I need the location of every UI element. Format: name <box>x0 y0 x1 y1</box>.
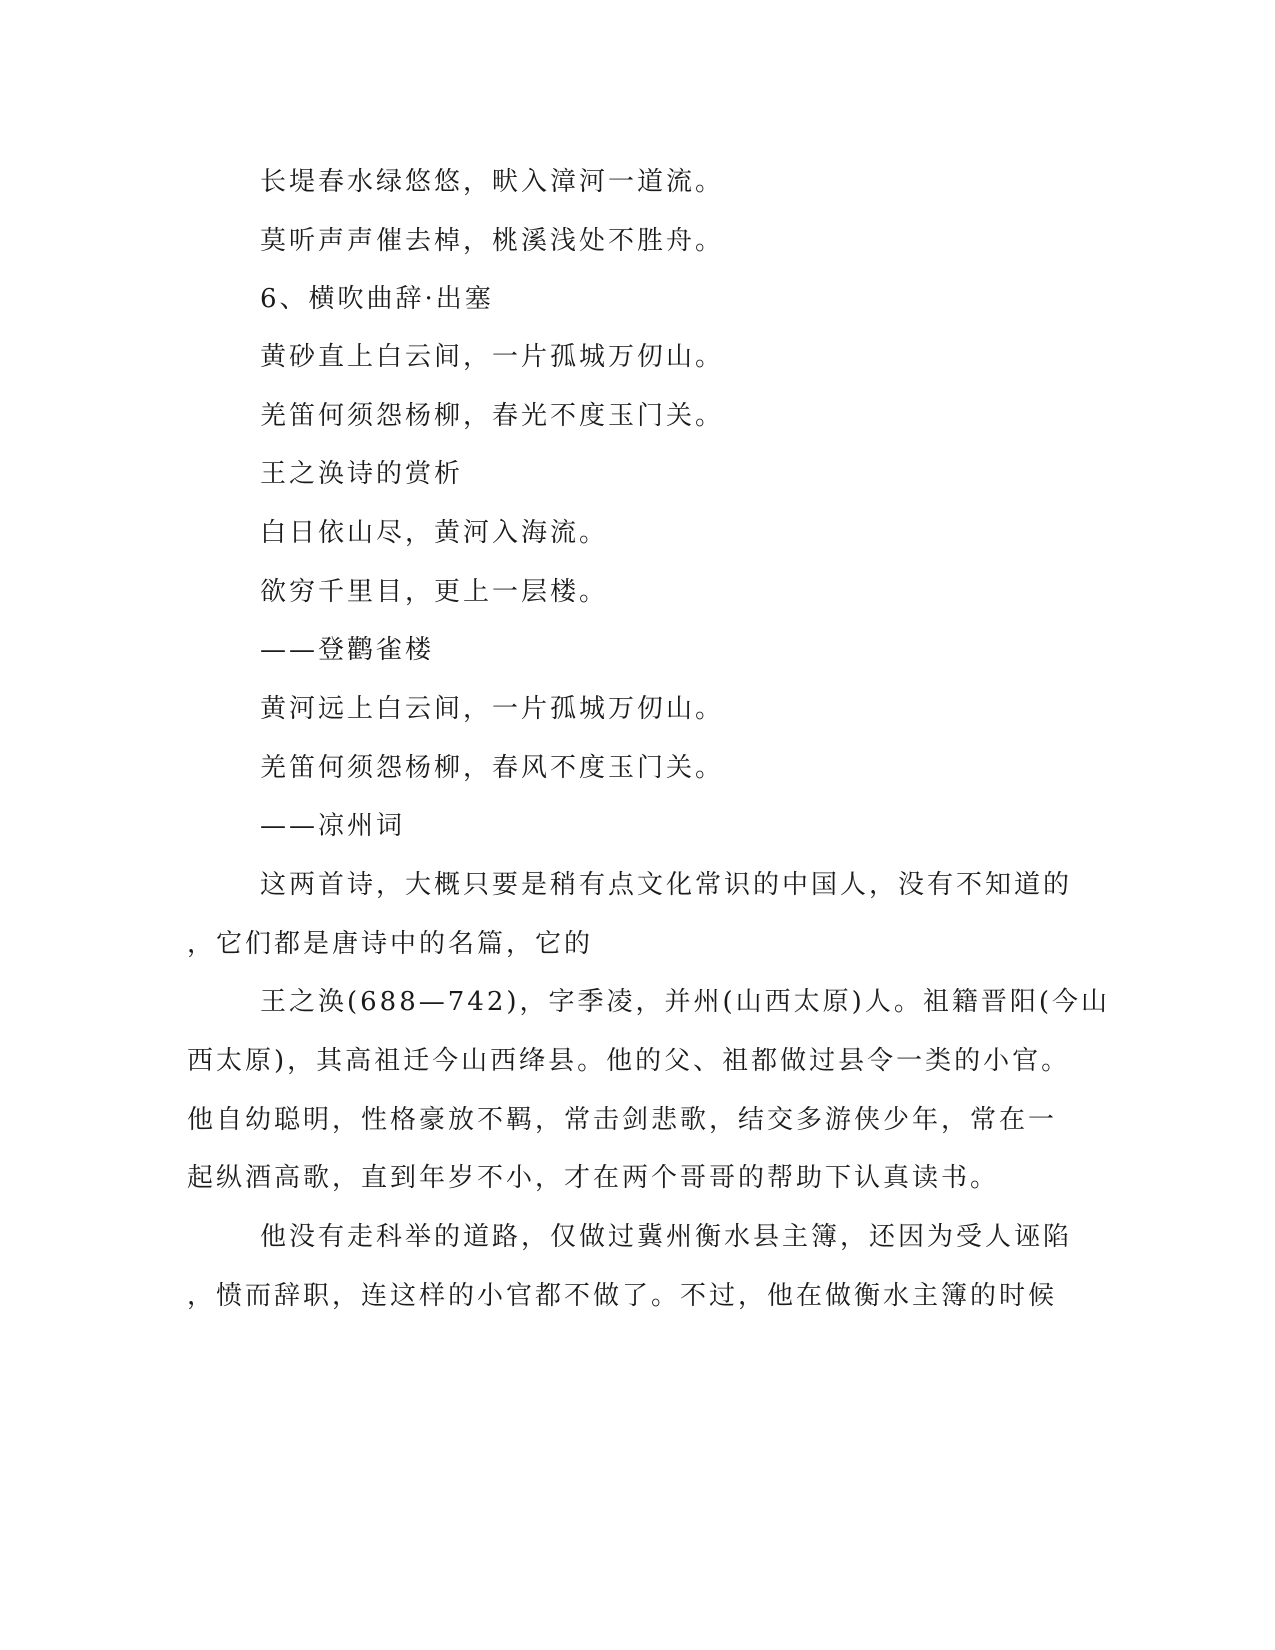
poem-line: 欲穷千里目，更上一层楼。 <box>260 577 609 607</box>
paragraph-line: 西太原)，其高祖迁今山西绛县。他的父、祖都做过县令一类的小官。 <box>187 1046 1071 1076</box>
section-heading: 王之涣诗的赏析 <box>260 459 464 489</box>
paragraph-line: 起纵酒高歌，直到年岁不小，才在两个哥哥的帮助下认真读书。 <box>187 1163 1000 1193</box>
paragraph-line: 他没有走科举的道路，仅做过冀州衡水县主簿，还因为受人诬陷 <box>260 1222 1073 1252</box>
paragraph-line: 他自幼聪明，性格豪放不羁，常击剑悲歌，结交多游侠少年，常在一 <box>187 1105 1058 1135</box>
poem-line: 白日依山尽，黄河入海流。 <box>260 518 609 548</box>
poem-line: 莫听声声催去棹，桃溪浅处不胜舟。 <box>260 226 725 256</box>
paragraph-line: ，愤而辞职，连这样的小官都不做了。不过，他在做衡水主簿的时候 <box>187 1281 1058 1311</box>
paragraph-line: 这两首诗，大概只要是稍有点文化常识的中国人，没有不知道的 <box>260 870 1073 900</box>
section-heading: 6、横吹曲辞·出塞 <box>260 284 494 314</box>
poem-line: 羌笛何须怨杨柳，春光不度玉门关。 <box>260 401 725 431</box>
poem-title: ——凉州词 <box>260 811 406 841</box>
poem-line: 羌笛何须怨杨柳，春风不度玉门关。 <box>260 753 725 783</box>
poem-line: 黄河远上白云间，一片孤城万仞山。 <box>260 694 725 724</box>
paragraph-line: ，它们都是唐诗中的名篇，它的 <box>187 929 594 959</box>
poem-title: ——登鹳雀楼 <box>260 635 435 665</box>
poem-line: 黄砂直上白云间，一片孤城万仞山。 <box>260 342 725 372</box>
poem-line: 长堤春水绿悠悠，畎入漳河一道流。 <box>260 167 725 197</box>
paragraph-line: 王之涣(688—742)，字季凌，并州(山西太原)人。祖籍晋阳(今山 <box>260 987 1110 1017</box>
